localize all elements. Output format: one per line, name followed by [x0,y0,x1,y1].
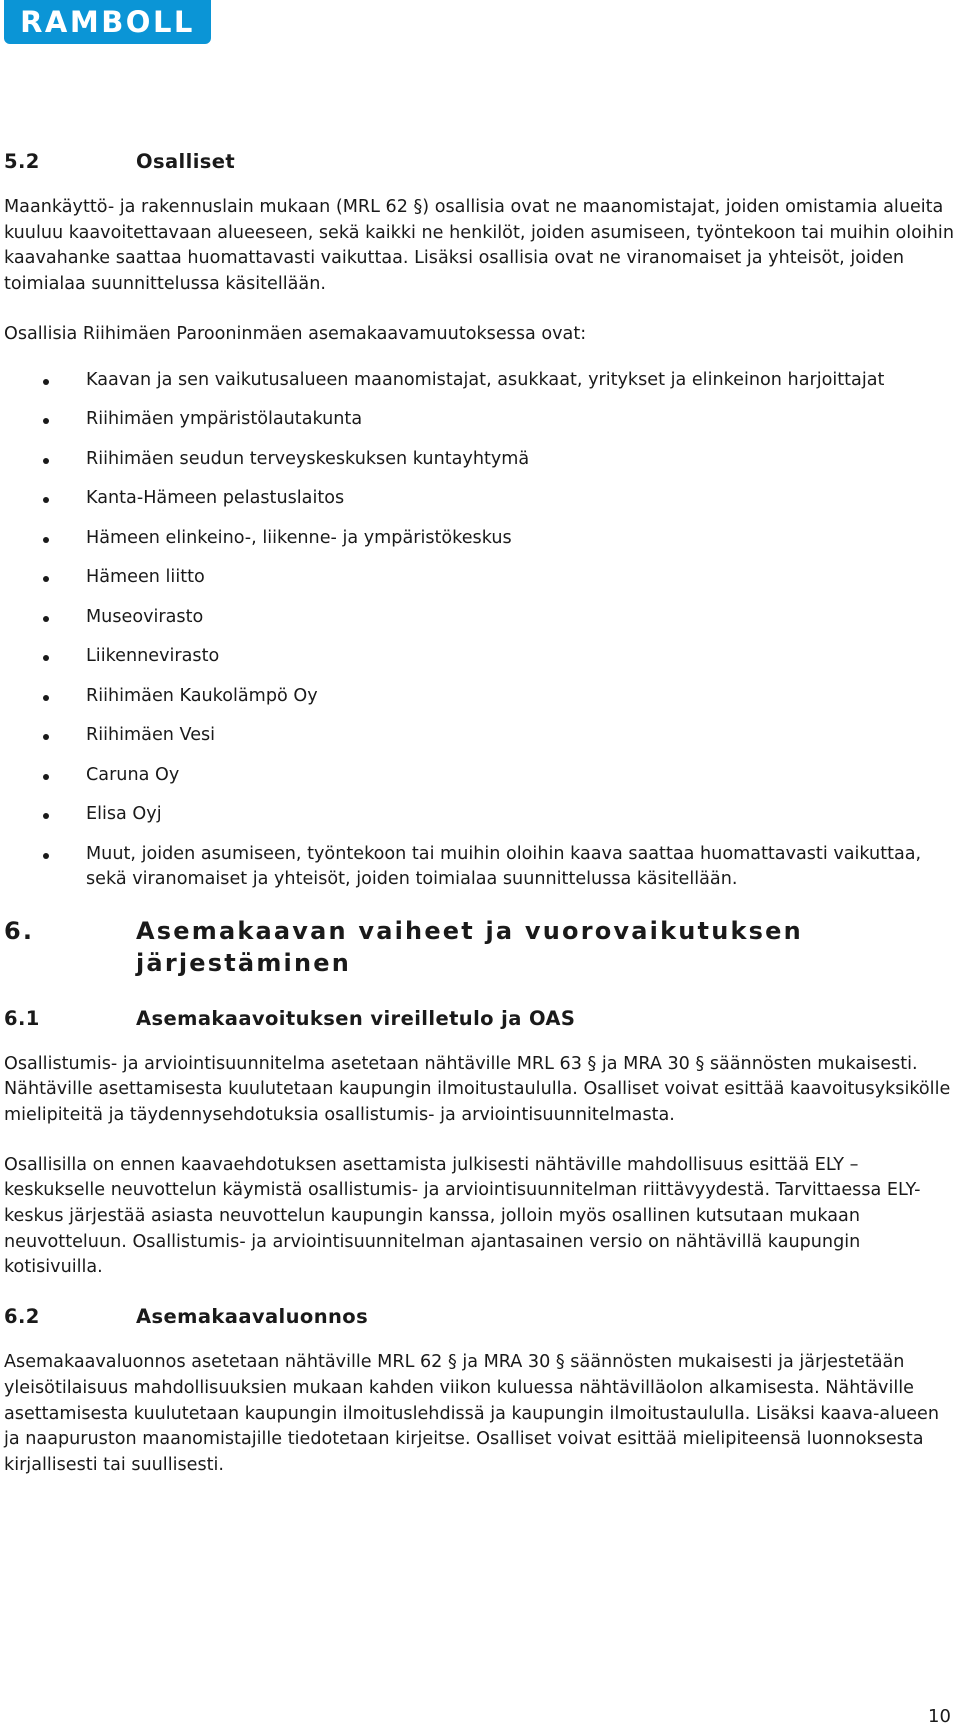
bullet-icon [43,774,49,780]
list-item [4,565,956,591]
heading-number: 6.1 [4,1006,40,1030]
list-item-text: Riihimäen ympäristölautakunta [86,409,363,430]
list-item-text: Riihimäen seudun terveyskeskuksen kuntayhtymä [86,448,530,469]
list-item [4,526,956,552]
list-item [4,447,956,473]
bullet-icon [43,655,49,661]
heading-number: 6. [4,916,35,945]
list-item [4,486,956,512]
document-page [4,140,956,1503]
list-item-text: Kaavan ja sen vaikutusalueen maanomistajat, asukkaat, yritykset ja elinkeinon harjoittajat [86,369,885,390]
bullet-icon [43,418,49,424]
list-item [4,763,956,789]
list-item [4,605,956,631]
list-item [4,723,956,749]
list-item-text: Liikennevirasto [86,646,220,667]
heading-5-2 [4,150,956,173]
bullet-icon [43,695,49,701]
heading-6 [4,915,956,979]
bullet-icon [43,734,49,740]
bullet-icon [43,497,49,503]
list-item-text: Hämeen liitto [86,567,205,588]
ramboll-logo [4,0,211,44]
bullet-icon [43,379,49,385]
page-number: 10 [928,1706,951,1727]
bullet-icon [43,813,49,819]
list-item-text: Hämeen elinkeino-, liikenne- ja ympäristökeskus [86,527,512,548]
bullet-icon [43,458,49,464]
paragraph-oas-nahtaville: Osallistumis- ja arviointisuunnitelma asetetaan nähtäville MRL 63 § ja MRA 30 § säännösten mukaisesti. Nähtäville asettamisesta kuulutetaan kaupungin ilmoitustaululla. Osalliset voivat esittää kaavoitusyksikölle mielipiteitä ja täydennysehdotuksia osallistumis- ja arviointisuunnitelmasta. [4,1053,951,1125]
paragraph-osalliset-intro: Maankäyttö- ja rakennuslain mukaan (MRL 62 §) osallisia ovat ne maanomistajat, joiden omistamia alueita kuuluu kaavoitettavaan alueeseen, sekä kaikki ne henkilöt, joiden asumiseen, työntekoon tai muihin oloihin kaavahanke saattaa huomattavasti vaikuttaa. Lisäksi osallisia ovat ne viranomaiset ja yhteisöt, joiden toimialaa suunnittelussa käsitellään. [4,197,954,295]
heading-title: Asemakaavaluonnos [136,1305,369,1329]
list-item [4,842,956,893]
list-item [4,644,956,670]
list-item [4,684,956,710]
osalliset-list [4,368,956,893]
list-item-text: Muut, joiden asumiseen, työntekoon tai muihin oloihin kaava saattaa huomattavasti vaikuttaa, sekä viranomaiset ja yhteisöt, joiden toimialaa suunnittelussa käsitellään. [86,843,922,890]
bullet-icon [43,537,49,543]
list-item-text: Museovirasto [86,606,204,627]
list-item-text: Riihimäen Kaukolämpö Oy [86,685,318,706]
list-item-text: Riihimäen Vesi [86,725,216,746]
list-item-text: Caruna Oy [86,764,180,785]
bullet-icon [43,853,49,859]
paragraph-luonnos: Asemakaavaluonnos asetetaan nähtäville MRL 62 § ja MRA 30 § säännösten mukaisesti ja järjestetään yleisötilaisuus mahdollisuuksien mukaan kahden viikon kuluessa nähtävilläolon alkamisesta. Nähtäville asettamisesta kuulutetaan kaupungin ilmoituslehdissä ja kaupungin ilmoitustaululla. Lisäksi kaava-alueen ja naapuruston maanomistajille tiedotetaan kirjeitse. Osalliset voivat esittää mielipiteensä luonnoksesta kirjallisesti tai suullisesti. [4,1352,940,1475]
heading-6-2 [4,1305,956,1328]
bullet-icon [43,616,49,622]
heading-title: Asemakaavan vaiheet ja vuorovaikutuksen järjestäminen [136,916,803,977]
heading-title: Asemakaavoituksen vireilletulo ja OAS [136,1006,576,1030]
bullet-icon [43,576,49,582]
list-item [4,802,956,828]
heading-title: Osalliset [136,150,236,173]
heading-number: 6.2 [4,1305,40,1329]
list-item-text: Kanta-Hämeen pelastuslaitos [86,488,345,509]
list-item [4,368,956,394]
paragraph-osalliset-list-intro: Osallisia Riihimäen Parooninmäen asemakaavamuutoksessa ovat: [4,323,587,344]
heading-6-1 [4,1007,956,1030]
paragraph-ely-neuvottelu: Osallisilla on ennen kaavaehdotuksen asettamista julkisesti nähtäville mahdollisuus esittää ELY –keskukselle neuvottelun käymistä osallistumis- ja arviointisuunnitelman riittävyydestä. Tarvittaessa ELY-keskus järjestää asiasta neuvottelun kaupungin kanssa, jolloin myös osallinen kutsutaan mukaan neuvotteluun. Osallistumis- ja arviointisuunnitelman ajantasainen versio on nähtävillä kaupungin kotisivuilla. [4,1154,921,1278]
list-item [4,407,956,433]
heading-number: 5.2 [4,150,40,173]
list-item-text: Elisa Oyj [86,804,162,825]
logo-text: RAMBOLL [20,5,195,39]
